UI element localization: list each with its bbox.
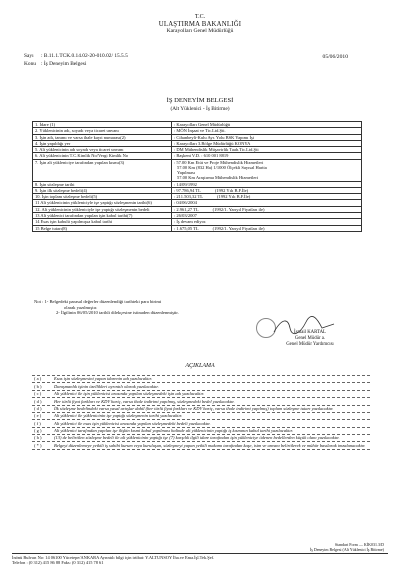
sayi-label: Sayı <box>24 53 34 59</box>
explanations-title: AÇIKLAMA <box>185 363 215 369</box>
document-date: 05/06/2010 <box>322 54 348 60</box>
row-value-line: : MÖN İnşaat ve Tic.Ltd.Şti. <box>174 128 226 134</box>
row-value-line: : 211.503,32 TL <box>174 194 203 200</box>
row-label: 7. İşin alt yükleniciye tarafından yapılan kısmı(3) <box>33 159 172 181</box>
explanation-text: Alt yüklenici ile esas işin yüklenicisi arasında yapılan sözleşmedeki bedeli yazılacaktır. <box>54 420 211 426</box>
row-value-line: (1992/1. Yarıyıl Fiyatları ile) <box>212 206 265 212</box>
explanation-item <box>32 390 370 397</box>
explanation-item <box>32 412 370 419</box>
ministry-label: ULAŞTIRMA BAKANLIĞI <box>158 21 242 28</box>
letterhead <box>0 14 400 35</box>
row-value-line: : İş devam ediyor. <box>174 219 207 225</box>
row-value-line: Yapılması <box>177 170 196 176</box>
explanation-item <box>32 405 370 412</box>
row-label: 5. Alt yüklenicinin adı soyadı veya ticaret unvanı <box>33 147 172 153</box>
explanation-code: ( b ) <box>34 383 42 389</box>
row-label: 4. İşin yapıldığı yer <box>33 140 172 146</box>
explanation-text: Esas işin sözleşmesini yapan idarenin adı yazılacaktır. <box>54 376 152 382</box>
explanation-code: ( h ) <box>34 435 42 441</box>
explanation-item <box>32 434 370 441</box>
subject-line <box>24 61 86 68</box>
row-label: 2. Yüklenicinin adı, soyadı veya ticaret unvanı <box>33 128 172 134</box>
note-1-cont: olarak yazılmıştır. <box>64 304 98 310</box>
row-value-line: (1992 Yılı B.F.İle) <box>214 187 249 193</box>
row-value-line: : 26/03/2007 <box>174 213 197 219</box>
signatory-name: İsmail KARTAL <box>294 330 326 335</box>
footer-contact: Telefon : (0 312) 415 86 88 Faks: (0 312) 415 78 61 <box>12 560 104 566</box>
explanation-item <box>32 427 370 434</box>
row-label: 14 Esas işin kabulü yapılmışsa kabul tarihi <box>33 219 172 225</box>
row-value <box>172 159 362 181</box>
signature-block <box>260 330 360 348</box>
explanation-code: ( g ) <box>34 428 42 434</box>
row-value-line: (1992 Yılı B.F.İle) <box>217 194 251 200</box>
directorate-label: Karayolları Genel Müdürlüğü <box>166 28 234 34</box>
row-value-line: : Karayolları Genel Müdürlüğü <box>174 122 231 127</box>
konu-label: Konu <box>24 61 36 67</box>
explanation-code: ( d ) <box>34 405 42 411</box>
certificate-table <box>32 121 362 232</box>
country-label: T.C. <box>194 14 206 20</box>
row-value-line: : Karayolları 3.Bölge Müdürlüğü KONYA <box>174 140 251 146</box>
explanation-text: Alt yüklenici ile yüklenicinin işe yaptığı sözleşmenin tarihi yazılacaktır. <box>54 413 183 419</box>
row-value-line: : Cihanbeyli-Kulu Ayr. Yolu BSK Yapımı İşi <box>174 134 254 140</box>
explanation-text: Belgeyi düzenlemeye yetkili iş sahibi kurum veya kuruluşun, sözleşmeyi yapan yetkili makamı tarafından kaşe, isim ve unvanı belirtilerek ve mühür basılarak imzalanacaktır. <box>54 442 366 448</box>
row-label: 6. Alt yüklenicinin T.C.Kimlik No/Vergi Kimlik No <box>33 153 172 159</box>
sayi-value: : B.11.1.TCK.0.14.02-20-010.02/ 15.5.5 <box>41 53 128 59</box>
explanation-item <box>32 441 370 449</box>
row-label: 13 Alt yüklenici tarafından yapılan işin kabul tarihi(7) <box>33 213 172 219</box>
notes <box>34 299 179 316</box>
document-title: İŞ DENEYİM BELGESİ <box>166 97 234 104</box>
footer-address: İnönü Bulvarı No: 14 06100 Yücetepe/ANKARA Ayrıntılı bilgi için irtibat: Y.ALTUNSOY İha.ve Ema.İşl.Tek.Şef. <box>12 555 215 560</box>
row-value-line: 57.00 Km Araştırma Mühendislik Hizmetleri <box>177 175 259 181</box>
explanation-code: ( d ) <box>34 398 42 404</box>
row-label: 3. İşin adı, tanımı ve varsa ihale kayıt numarası(2) <box>33 134 172 140</box>
note-2: 2- İlgilinin 06/05/2010 tarihli dilekçesine istinaden düzenlenmiştir. <box>56 310 179 316</box>
row-value-line: : DM Mühendislik Müşavirlik Taah.Tic.Ltd.Şti <box>174 147 259 153</box>
table-row <box>33 225 362 231</box>
row-label: 10. İşin toplam sözleşme bedeli(5) <box>33 194 172 200</box>
explanation-code: ( a ) <box>34 376 42 382</box>
konu-value: : İş Deneyim Belgesi <box>41 61 87 67</box>
signatory-title-2: Genel Müdür Yardımcısı <box>286 342 334 347</box>
row-label: 8. İşin sözleşme tarihi <box>33 181 172 187</box>
row-label: 9. İşin ilk sözleşme bedeli(4) <box>33 187 172 193</box>
explanation-item <box>32 375 370 382</box>
reference-number <box>24 53 128 60</box>
row-label: 15 Belge tutarı(8) <box>33 225 172 231</box>
row-value-line: : 14/09/1992 <box>174 181 197 187</box>
explanation-text: Alt yüklenici ile işin yüklenicisi arasında yapılan sözleşmedeki işin adı yazılacaktır. <box>54 391 205 397</box>
note-1: Not : 1- Belgedeki parasal değerler düzenlendiği tarihteki para birimi <box>34 299 162 304</box>
row-value <box>172 225 362 231</box>
explanation-item <box>32 419 370 426</box>
explanations-list <box>32 375 370 450</box>
explanation-code: ( f ) <box>34 420 41 426</box>
explanation-item <box>32 397 370 404</box>
row-value-line: : 04/06/2004 <box>174 200 197 206</box>
explanation-text: Her türlü fiyat farkları ve KDV hariç, varsa ihale indirimi yapılmış, sözleşmedeki bedel yazılacaktır. <box>54 398 235 404</box>
row-value-line: : Başkent V.D. : 610 001 8819 <box>174 153 229 159</box>
row-value-line: 57.00 Km (832 Ha) 1/1000 Ölçekli Sayısal Harita <box>177 164 267 170</box>
handwritten-signature <box>270 316 340 336</box>
row-value-line: : 2.961,27 TL <box>174 206 199 212</box>
explanation-text: İlk sözleşme bedelindeki varsa yasal artışlar dahil (her türlü fiyat farkları ve KDV hariç, varsa ihale indirimi yapılmış) toplam sözleşme tutarı yazılacaktır. <box>54 405 334 411</box>
row-label: 1. İdare (1) <box>33 122 172 128</box>
row-value-line: : 1.675,05 TL <box>174 225 199 231</box>
explanation-text: (13) de belirtilen sözleşme bedeli ile alt yüklenicinin yaptığı işe (7) karşılık ilgili idare tarafından işin yükleniciye ödenen bedellerden küçük olanı yazılacaktır. <box>54 435 340 441</box>
form-code: Standart Form — KİK031.3/D <box>334 542 384 547</box>
form-description: İş Deneyim Belgesi (Alt Yüklenici İş Bitirme) <box>309 546 384 552</box>
row-value-line: : 97.786,94 TL <box>174 187 201 193</box>
form-reference <box>310 543 384 553</box>
row-label: 12. Alt yüklenicinin yükleniciyle işe yaptığı sözleşmenin bedeli <box>33 206 172 212</box>
row-value-line: : 57.00 Km Etüt ve Proje Mühendislik Hizmetleri <box>174 159 264 165</box>
explanation-text: Alt yüklenici tarafından yapılan işe ilişkin kısmi kabul yapılması halinde alt yüklenicinin yaptığı iş kısmının kabul tarihi yazılacaktır. <box>54 428 293 434</box>
explanation-code: ( * ) <box>34 442 42 448</box>
row-label: 11 Alt yüklenicinin yükleniciyle işe yaptığı sözleşmenin tarihi(6) <box>33 200 172 206</box>
signatory-title-1: Genel Müdür a. <box>294 336 326 341</box>
footer <box>12 553 388 565</box>
explanation-code: ( e ) <box>34 413 42 419</box>
table-row <box>33 159 362 181</box>
explanation-item <box>32 382 370 389</box>
explanation-text: Danışmanlık işinin özellikleri ayrıntılı olarak yazılacaktır. <box>54 383 159 389</box>
row-value-line: (1992/1. Yarıyıl Fiyatları ile) <box>212 225 265 231</box>
document-subtitle: (Alt Yüklenici - İş Bitirme) <box>170 106 230 112</box>
explanation-code: ( c ) <box>34 391 42 397</box>
